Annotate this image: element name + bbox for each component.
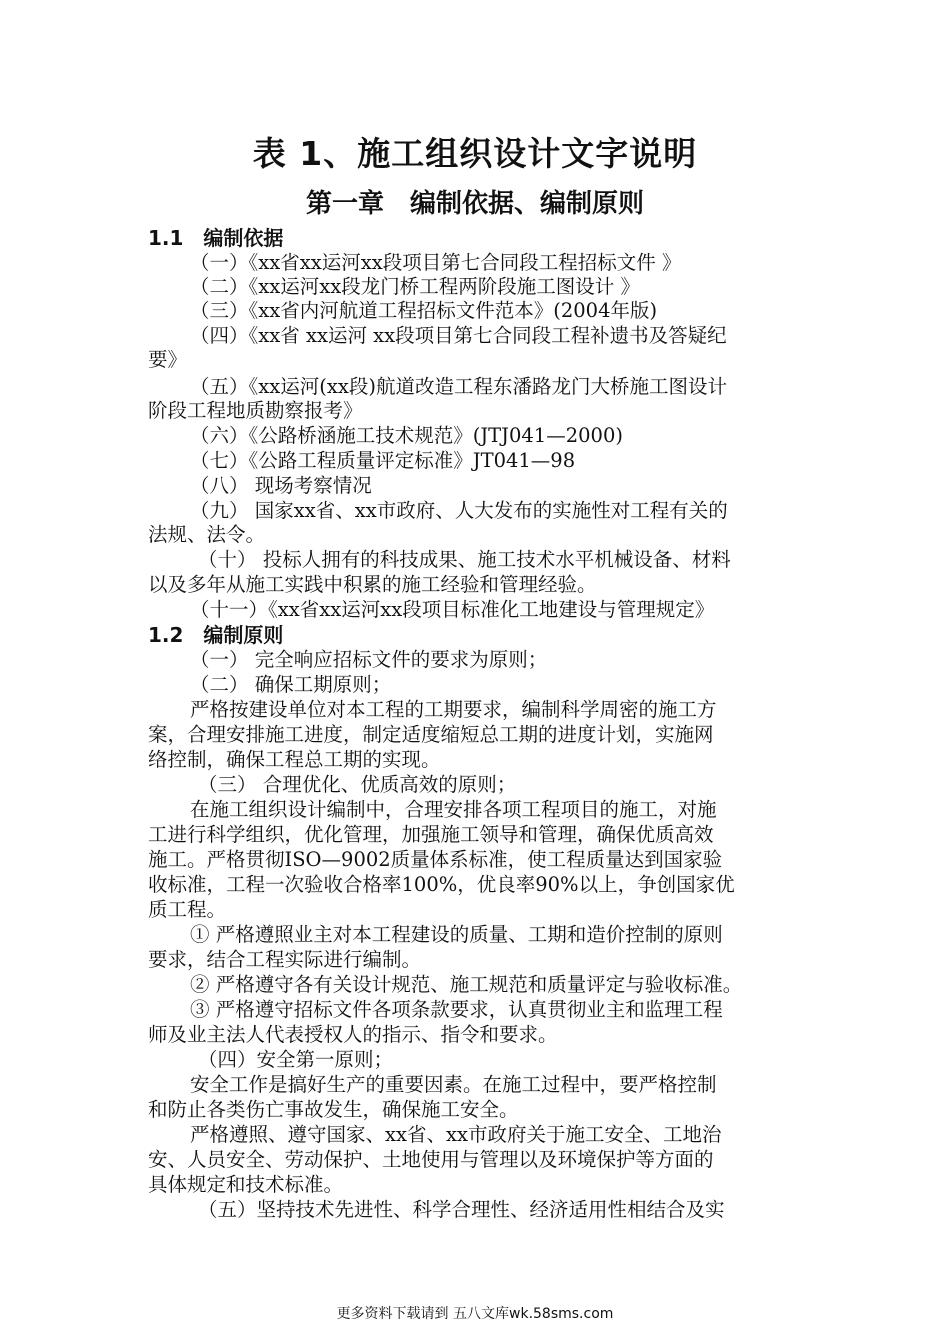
basis-item-3: （三）《xx省内河航道工程招标文件范本》(2004年版) — [190, 299, 658, 322]
document-title: 表 1、施工组织设计文字说明 — [252, 134, 698, 173]
section-heading-1-2: 1.2 编制原则 — [148, 623, 284, 647]
paragraph-line: 要求，结合工程实际进行编制。 — [148, 948, 422, 971]
paragraph-line: 师及业主法人代表授权人的指示、指令和要求。 — [148, 1023, 558, 1046]
footer-text: 更多资料下载请到 五八文库wk.58sms.com — [336, 1306, 614, 1322]
paragraph-line: 在施工组织设计编制中，合理安排各项工程项目的施工，对施 — [190, 798, 717, 821]
paragraph-line: 施工。严格贯彻ISO—9002质量体系标准，使工程质量达到国家验 — [148, 848, 723, 871]
basis-item-4: （四）《xx省 xx运河 xx段项目第七合同段工程补遗书及答疑纪 — [190, 324, 727, 347]
principle-1: （一） 完全响应招标文件的要求为原则； — [190, 648, 548, 671]
paragraph-line: 安全工作是搞好生产的重要因素。在施工过程中，要严格控制 — [190, 1073, 717, 1096]
basis-item-11: （十一）《xx省xx运河xx段项目标准化工地建设与管理规定》 — [190, 598, 715, 621]
basis-item-5-cont: 阶段工程地质勘察报考》 — [148, 399, 363, 422]
basis-item-5: （五）《xx运河(xx段)航道改造工程东潘路龙门大桥施工图设计 — [190, 375, 727, 398]
principle-3: （三） 合理优化、优质高效的原则； — [198, 773, 517, 796]
basis-item-2: （二）《xx运河xx段龙门桥工程两阶段施工图设计 》 — [190, 275, 640, 298]
paragraph-line: 收标准，工程一次验收合格率100%，优良率90%以上，争创国家优 — [148, 873, 735, 896]
basis-item-1: （一）《xx省xx运河xx段项目第七合同段工程招标文件 》 — [190, 251, 682, 274]
paragraph-line: 工进行科学组织，优化管理，加强施工领导和管理，确保优质高效 — [148, 823, 714, 846]
paragraph-line: 严格遵照、遵守国家、xx省、xx市政府关于施工安全、工地治 — [190, 1123, 722, 1146]
basis-item-10-cont: 以及多年从施工实践中积累的施工经验和管理经验。 — [148, 573, 597, 596]
principle-5: （五）坚持技术先进性、科学合理性、经济适用性相结合及实 — [198, 1198, 725, 1221]
basis-item-6: （六）《公路桥涵施工技术规范》(JTJ041—2000) — [190, 424, 623, 447]
list-item: ② 严格遵守各有关设计规范、施工规范和质量评定与验收标准。 — [190, 973, 743, 996]
paragraph-line: 严格按建设单位对本工程的工期要求，编制科学周密的施工方 — [190, 698, 717, 721]
basis-item-8: （八） 现场考察情况 — [190, 474, 372, 497]
basis-item-4-cont: 要》 — [148, 348, 188, 371]
principle-4: （四）安全第一原则； — [198, 1048, 394, 1071]
paragraph-line: 质工程。 — [148, 898, 227, 921]
paragraph-line: 具体规定和技术标准。 — [148, 1173, 344, 1196]
list-item: ① 严格遵照业主对本工程建设的质量、工期和造价控制的原则 — [190, 923, 723, 946]
paragraph-line: 络控制，确保工程总工期的实现。 — [148, 748, 441, 771]
basis-item-7: （七）《公路工程质量评定标准》JT041—98 — [190, 449, 576, 472]
chapter-heading: 第一章 编制依据、编制原则 — [305, 189, 644, 219]
paragraph-line: 和防止各类伤亡事故发生，确保施工安全。 — [148, 1098, 519, 1121]
basis-item-10: （十） 投标人拥有的科技成果、施工技术水平机械设备、材料 — [198, 548, 731, 571]
section-heading-1-1: 1.1 编制依据 — [148, 226, 284, 250]
list-item: ③ 严格遵守招标文件各项条款要求，认真贯彻业主和监理工程 — [190, 998, 723, 1021]
basis-item-9: （九） 国家xx省、xx市政府、人大发布的实施性对工程有关的 — [190, 499, 728, 522]
basis-item-9-cont: 法规、法令。 — [148, 523, 266, 546]
paragraph-line: 案，合理安排施工进度，制定适度缩短总工期的进度计划，实施网 — [148, 723, 714, 746]
principle-2: （二） 确保工期原则； — [190, 673, 392, 696]
paragraph-line: 安、人员安全、劳动保护、土地使用与管理以及环境保护等方面的 — [148, 1148, 714, 1171]
